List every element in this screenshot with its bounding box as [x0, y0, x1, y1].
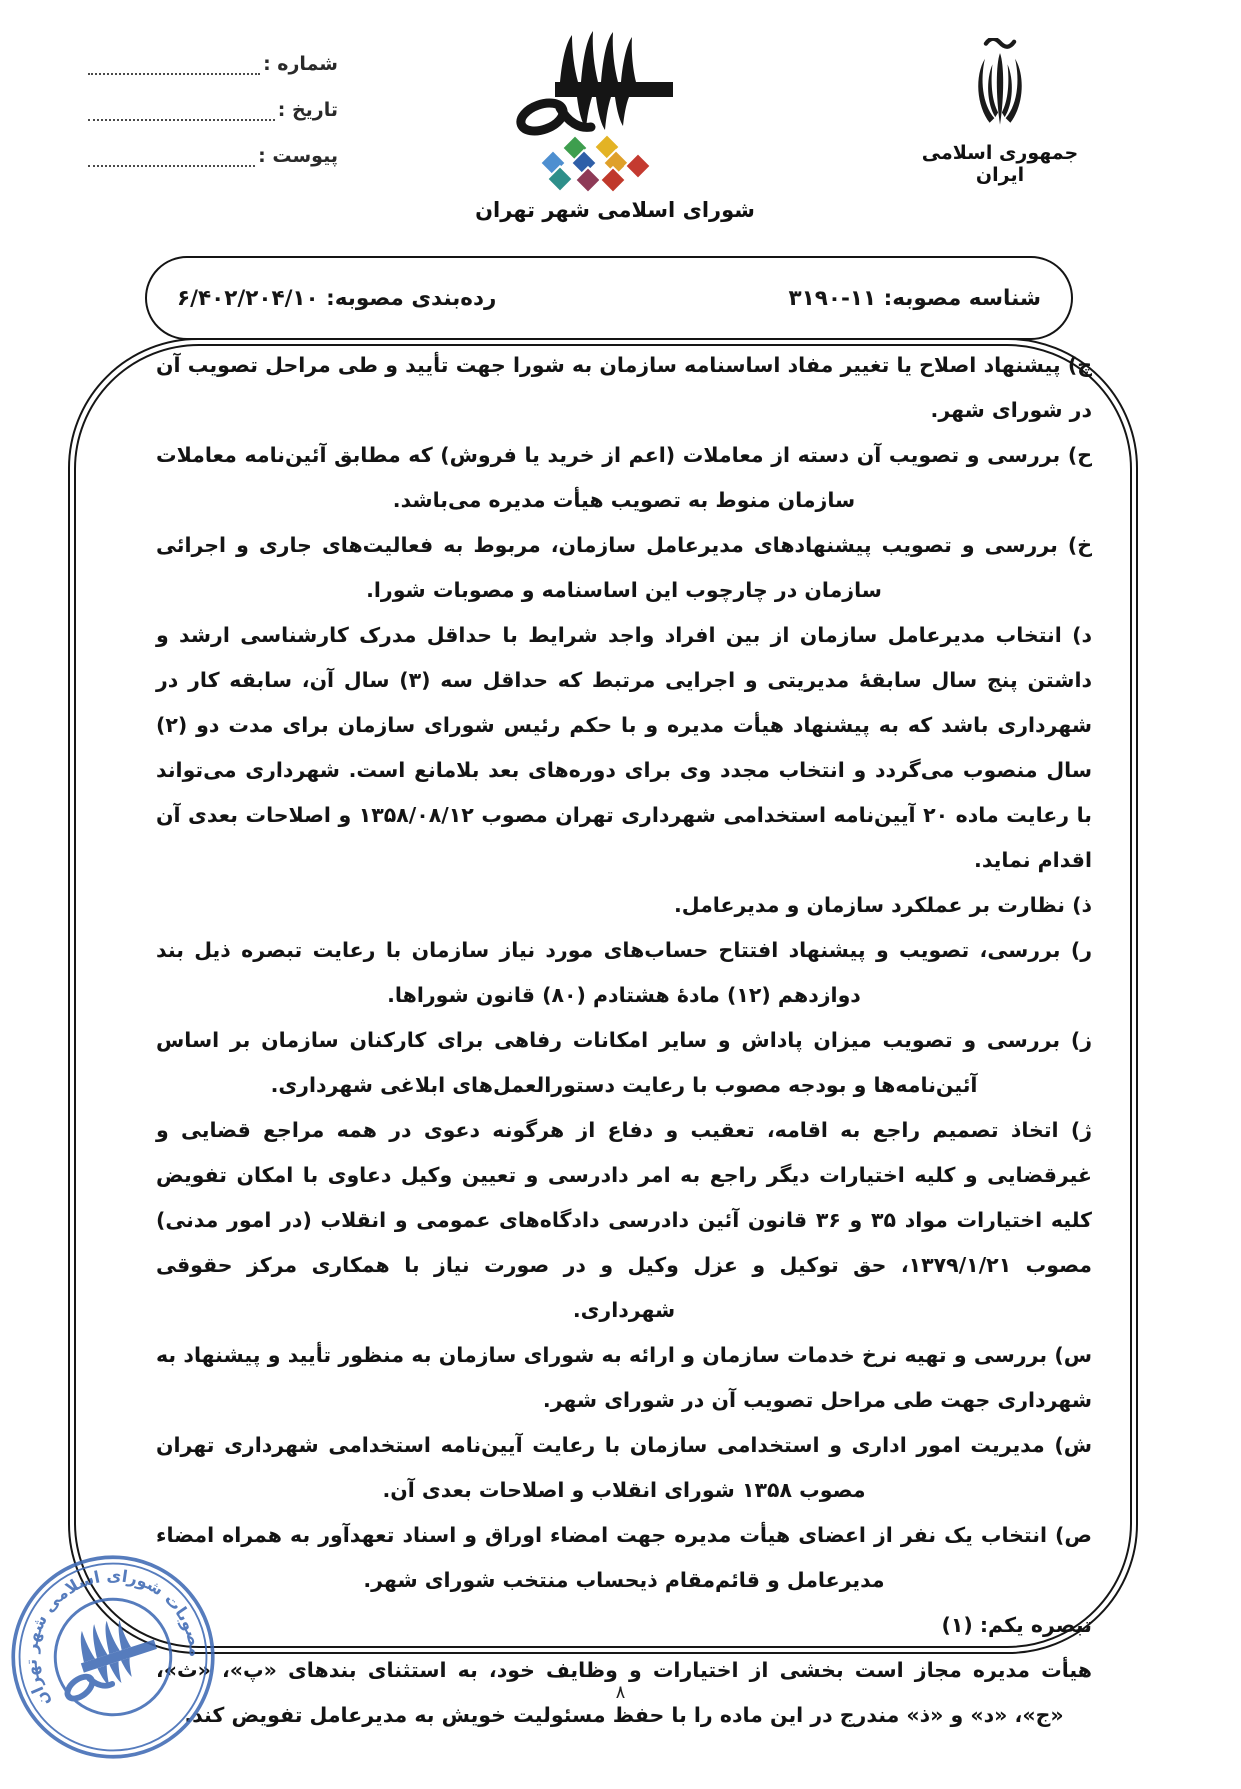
- letterhead-fields: [88, 52, 338, 190]
- resolution-id: شناسه مصوبه: ۱۱-۳۱۹۰: [788, 285, 1041, 311]
- letterhead-field-row: [88, 144, 338, 167]
- national-emblem: [905, 38, 1095, 186]
- date-field-dotted-line: [88, 104, 275, 121]
- attachment-field-dotted-line: [88, 150, 255, 167]
- body-paragraph: ص) انتخاب یک نفر از اعضای هیأت مدیره جهت امضاء اوراق و اسناد تعهدآور به همراه امضاء مدیرعامل و قائم‌مقام ذیحساب منتخب شورای شهر.: [156, 1523, 1092, 1592]
- resolution-classification: رده‌بندی مصوبه: ۶/۴۰۲/۲۰۴/۱۰: [177, 285, 497, 311]
- number-field-label: شماره :: [263, 53, 338, 75]
- body-paragraph: ح) بررسی و تصویب آن دسته از معاملات (اعم از خرید یا فروش) که مطابق آئین‌نامه معاملات سازمان منوط به تصویب هیأت مدیره می‌باشد.: [156, 443, 1092, 512]
- body-paragraph: ژ) اتخاذ تصمیم راجع به اقامه، تعقیب و دفاع از هرگونه دعوی در همه مراجع قضایی و غیرقضایی و کلیه اختیارات دیگر راجع به امر دادرسی و تعیین وکیل دعاوی با امکان تفویض کلیه اختیارات مواد ۳۵ و ۳۶ قانون آئین دادرسی دادگاه‌های عمومی و انقلاب (در امور مدنی) مصوب ۱۳۷۹/۱/۲۱، حق توکیل و عزل وکیل و در صورت نیاز با همکاری مرکز حقوقی شهرداری.: [156, 1118, 1093, 1322]
- attachment-field-label: پیوست :: [258, 145, 338, 167]
- stamp-ring-text: مصوبات شورای اسلامی شهر تهران: [21, 1566, 206, 1711]
- letterhead-field-row: [88, 98, 338, 121]
- body-paragraph: خ) بررسی و تصویب پیشنهادهای مدیرعامل سازمان، مربوط به فعالیت‌های جاری و اجرائی سازمان در چارچوب این اساسنامه و مصوبات شورا.: [156, 533, 1092, 602]
- body-paragraph: د) انتخاب مدیرعامل سازمان از بین افراد واجد شرایط با حداقل مدرک کارشناسی ارشد و داشتن پنج سال سابقهٔ مدیریتی و اجرایی مرتبط که حداقل سه (۳) سال آن، سابقه کار در شهرداری باشد که به پیشنهاد هیأت مدیره و با حکم رئیس شورای سازمان برای مدت دو (۲) سال منصوب می‌گردد و انتخاب مجدد وی برای دوره‌های بعد بلامانع است. شهرداری می‌تواند با رعایت ماده ۲۰ آیین‌نامه استخدامی شهرداری تهران مصوب ۱۳۵۸/۰۸/۱۲ و اصلاحات بعدی آن اقدام نماید.: [156, 623, 1092, 872]
- body-paragraph: چ) پیشنهاد اصلاح یا تغییر مفاد اساسنامه سازمان به شورا جهت تأیید و طی مراحل تصویب آن در شورای شهر.: [156, 353, 1092, 422]
- body-paragraph: س) بررسی و تهیه نرخ خدمات سازمان و ارائه به شورای سازمان به منظور تأیید و پیشنهاد به شهرداری جهت طی مراحل تصویب آن در شورای شهر.: [156, 1343, 1092, 1412]
- meta-bar: [145, 256, 1073, 340]
- body-paragraph: تبصره یکم: (۱): [941, 1613, 1092, 1637]
- number-field-dotted-line: [88, 58, 260, 75]
- council-logo-mark-icon: [505, 30, 705, 145]
- body-paragraph: ز) بررسی و تصویب میزان پاداش و سایر امکانات رفاهی برای کارکنان سازمان بر اساس آئین‌نامه‌ها و بودجه مصوب با رعایت دستورالعمل‌های ابلاغی شهرداری.: [156, 1028, 1092, 1097]
- logo-diamond: [627, 155, 650, 178]
- body-paragraph: ر) بررسی، تصویب و پیشنهاد افتتاح حساب‌های مورد نیاز سازمان با رعایت تبصره ذیل بند دوازدهم (۱۲) مادهٔ هشتادم (۸۰) قانون شوراها.: [156, 938, 1092, 1007]
- page-number: ۸: [615, 1682, 626, 1703]
- body-paragraph: هیأت مدیره مجاز است بخشی از اختیارات و وظایف خود، به استثنای بندهای «پ»، «ث»، «ج»، «د» و «ذ» مندرج در این ماده را با حفظ مسئولیت خویش به مدیرعامل تفویض کند.: [156, 1658, 1092, 1727]
- body-paragraphs: [156, 343, 1092, 1738]
- logo-diamond: [577, 169, 600, 192]
- body-paragraph: ش) مدیریت امور اداری و استخدامی سازمان با رعایت آیین‌نامه استخدامی شهرداری تهران مصوب ۱۳۵۸ شورای انقلاب و اصلاحات بعدی آن.: [156, 1433, 1092, 1502]
- date-field-label: تاریخ :: [277, 99, 338, 121]
- body-paragraph: ذ) نظارت بر عملکرد سازمان و مدیرعامل.: [674, 893, 1092, 917]
- council-logo: [470, 28, 760, 233]
- iran-emblem-icon: [950, 38, 1050, 136]
- national-emblem-caption: جمهوری اسلامی ایران: [921, 142, 1079, 186]
- council-logo-caption: شورای اسلامی شهر تهران: [475, 198, 755, 222]
- letterhead-field-row: [88, 52, 338, 75]
- logo-diamond: [602, 169, 625, 192]
